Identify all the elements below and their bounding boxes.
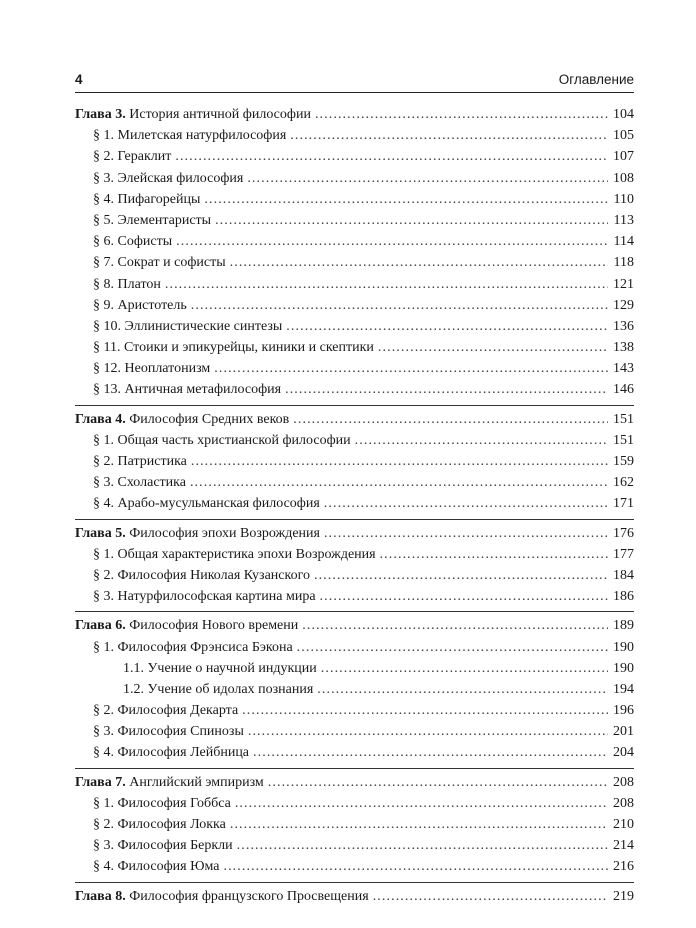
toc-chapter — [75, 772, 634, 793]
toc-section — [75, 721, 634, 742]
toc-entry-title — [93, 337, 374, 358]
page-ref: 184 — [613, 567, 634, 583]
section-label: § 7. — [93, 255, 118, 271]
dot-leader — [373, 886, 608, 907]
toc-entry-title — [93, 586, 316, 607]
toc-entry-title — [75, 104, 311, 125]
toc-entry-title — [93, 856, 219, 877]
page-ref: 146 — [613, 382, 634, 398]
sub-title: Учение о научной индукции — [147, 660, 317, 676]
toc-section — [75, 835, 634, 856]
chapter-title: Философия Нового времени — [125, 618, 299, 634]
section-title: Эллинистические синтезы — [124, 318, 283, 334]
toc-section — [75, 210, 634, 231]
section-title: Общая часть христианской философии — [117, 432, 351, 448]
section-title: Гераклит — [117, 149, 172, 165]
header-rule — [75, 92, 634, 93]
toc-section — [75, 295, 634, 316]
section-label: § 3. — [93, 170, 118, 186]
section-title: Философия Лейбница — [117, 745, 250, 761]
toc-section — [75, 565, 634, 586]
page-ref: 138 — [613, 340, 634, 356]
section-title: Философия Гоббса — [117, 795, 231, 811]
toc-section — [75, 856, 634, 877]
toc-entry-title — [93, 295, 187, 316]
dot-leader — [215, 210, 608, 231]
toc-section — [75, 637, 634, 658]
section-title: Философия Юма — [117, 859, 220, 875]
dot-leader — [253, 742, 608, 763]
section-title: Философия Спинозы — [117, 724, 244, 740]
toc-entry-title — [75, 523, 320, 544]
section-label: § 13. — [93, 382, 125, 398]
toc-entry-title — [93, 210, 211, 231]
toc-entry-title — [93, 793, 231, 814]
page-ref: 143 — [613, 361, 634, 377]
toc-entry-title — [93, 742, 249, 763]
toc-section — [75, 231, 634, 252]
page-ref: 151 — [613, 432, 634, 448]
section-title: Неоплатонизм — [124, 361, 211, 377]
chapter-divider — [75, 519, 634, 520]
toc-entry-title — [93, 814, 226, 835]
page-ref: 110 — [613, 191, 634, 207]
chapter-label: Глава 4. — [75, 411, 126, 427]
dot-leader — [290, 125, 608, 146]
section-label: § 3. — [93, 475, 118, 491]
dot-leader — [285, 379, 608, 400]
dot-leader — [248, 721, 608, 742]
section-label: § 2. — [93, 567, 118, 583]
page-ref: 208 — [613, 774, 634, 790]
toc-entry-title — [93, 451, 187, 472]
section-title: Философия Николая Кузанского — [117, 567, 310, 583]
dot-leader — [317, 679, 608, 700]
toc-chapter — [75, 104, 634, 125]
chapter-title: Философия Средних веков — [125, 411, 290, 427]
section-title: Философия Декарта — [117, 703, 239, 719]
chapter-label: Глава 7. — [75, 774, 126, 790]
section-title: Натурфилософская картина мира — [117, 589, 316, 605]
toc-entry-title — [93, 721, 244, 742]
page-ref: 190 — [613, 639, 634, 655]
section-label: § 3. — [93, 838, 118, 854]
section-title: Софисты — [117, 234, 173, 250]
section-label: § 2. — [93, 817, 118, 832]
toc-entry-title — [93, 835, 233, 856]
page-ref: 216 — [613, 859, 634, 875]
page-ref: 219 — [613, 888, 634, 904]
page-ref: 204 — [613, 745, 634, 761]
page-ref: 136 — [613, 318, 634, 334]
page-ref: 107 — [613, 149, 634, 165]
toc-entry-title — [75, 886, 369, 907]
toc-chapter — [75, 615, 634, 636]
section-label: § 2. — [93, 149, 118, 165]
dot-leader — [380, 544, 608, 565]
dot-leader — [355, 430, 608, 451]
dot-leader — [214, 358, 608, 379]
page-ref: 210 — [613, 817, 634, 832]
section-title: Платон — [117, 276, 161, 292]
dot-leader — [378, 337, 608, 358]
section-label: § 4. — [93, 859, 118, 875]
section-title: Античная метафилософия — [124, 382, 282, 398]
section-label: § 2. — [93, 703, 118, 719]
toc-entry-title — [93, 252, 226, 273]
toc-section — [75, 379, 634, 400]
toc-section — [75, 125, 634, 146]
dot-leader — [165, 274, 608, 295]
page-ref: 159 — [613, 454, 634, 469]
page-ref: 208 — [613, 795, 634, 811]
section-title: Милетская натурфилософия — [117, 128, 287, 144]
toc-chapter — [75, 523, 634, 544]
dot-leader — [223, 856, 608, 877]
dot-leader — [321, 658, 608, 679]
section-label: § 10. — [93, 318, 125, 334]
dot-leader — [242, 700, 608, 721]
dot-leader — [237, 835, 608, 856]
toc-section — [75, 700, 634, 721]
toc-entry-title — [123, 679, 313, 700]
chapter-title: Философия эпохи Возрождения — [125, 525, 320, 541]
dot-leader — [204, 189, 608, 210]
toc-entry-title — [93, 168, 243, 189]
toc-section — [75, 793, 634, 814]
page-ref: 214 — [613, 838, 634, 854]
section-title: Философия Локка — [117, 817, 226, 832]
dot-leader — [314, 565, 608, 586]
toc-section — [75, 189, 634, 210]
section-label: § 11. — [93, 340, 124, 356]
chapter-label: Глава 8. — [75, 888, 126, 904]
toc-entry-title — [93, 146, 171, 167]
section-label: § 8. — [93, 276, 118, 292]
page-ref: 196 — [613, 703, 634, 719]
toc-subsection — [75, 679, 634, 700]
dot-leader — [286, 316, 608, 337]
toc-entry-title — [93, 125, 286, 146]
section-title: Пифагорейцы — [117, 191, 201, 207]
toc-section — [75, 472, 634, 493]
section-title: Философия Фрэнсиса Бэкона — [117, 639, 293, 655]
page-ref: 186 — [613, 589, 634, 605]
dot-leader — [230, 814, 608, 835]
page-ref: 121 — [613, 276, 634, 292]
running-title: Оглавление — [558, 71, 634, 87]
section-title: Элейская философия — [117, 170, 244, 186]
chapter-title: История античной философии — [125, 107, 311, 122]
toc-entry-title — [93, 274, 161, 295]
dot-leader — [190, 472, 608, 493]
page-ref: 177 — [613, 546, 634, 562]
section-title: Философия Беркли — [117, 838, 233, 854]
page-ref: 118 — [613, 255, 634, 271]
dot-leader — [191, 451, 608, 472]
section-title: Аристотель — [117, 297, 187, 313]
toc-section — [75, 168, 634, 189]
page-ref: 113 — [613, 212, 634, 228]
chapter-label: Глава 3. — [75, 107, 126, 122]
page-ref: 194 — [613, 681, 634, 697]
dot-leader — [235, 793, 608, 814]
section-label: § 3. — [93, 589, 118, 605]
dot-leader — [324, 523, 608, 544]
toc-section — [75, 451, 634, 472]
chapter-title: Философия французского Просвещения — [125, 888, 369, 904]
toc-section — [75, 252, 634, 273]
toc-entry-title — [93, 700, 238, 721]
section-label: § 1. — [93, 795, 118, 811]
chapter-divider — [75, 611, 634, 612]
toc-entry-title — [75, 409, 289, 430]
toc-section — [75, 358, 634, 379]
page-ref: 189 — [613, 618, 634, 634]
toc-section — [75, 146, 634, 167]
page-ref: 151 — [613, 411, 634, 427]
page-ref: 162 — [613, 475, 634, 491]
section-title: Арабо-мусульманская философия — [117, 496, 320, 512]
toc-entry-title — [93, 430, 351, 451]
sub-label: 1.1. — [123, 660, 148, 676]
section-title: Общая характеристика эпохи Возрождения — [117, 546, 376, 562]
dot-leader — [268, 772, 608, 793]
section-label: § 6. — [93, 234, 118, 250]
page-ref: 129 — [613, 297, 634, 313]
section-label: § 1. — [93, 639, 118, 655]
toc-section — [75, 544, 634, 565]
chapter-divider — [75, 405, 634, 406]
section-label: § 1. — [93, 128, 118, 144]
page-ref: 190 — [613, 660, 634, 676]
toc-entry-title — [93, 493, 320, 514]
page-ref: 104 — [613, 107, 634, 122]
toc-section — [75, 337, 634, 358]
toc-entry-title — [93, 358, 210, 379]
toc-chapter — [75, 886, 634, 907]
section-label: § 4. — [93, 745, 118, 761]
toc-entry-title — [93, 637, 293, 658]
sub-label: 1.2. — [123, 681, 148, 697]
chapter-title: Английский эмпиризм — [125, 774, 264, 790]
section-title: Патристика — [117, 454, 187, 469]
section-label: § 4. — [93, 496, 118, 512]
section-label: § 9. — [93, 297, 118, 313]
toc-chapter — [75, 409, 634, 430]
page-ref: 108 — [613, 170, 634, 186]
section-title: Элементаристы — [117, 212, 212, 228]
toc-section — [75, 814, 634, 835]
section-title: Сократ и софисты — [117, 255, 226, 271]
toc-entry-title — [93, 231, 172, 252]
chapter-divider — [75, 768, 634, 769]
section-label: § 4. — [93, 191, 118, 207]
section-label: § 12. — [93, 361, 125, 377]
page-number: 4 — [75, 71, 83, 87]
dot-leader — [297, 637, 608, 658]
toc-entry-title — [93, 544, 376, 565]
toc-entry-title — [123, 658, 317, 679]
toc-section — [75, 586, 634, 607]
dot-leader — [302, 615, 608, 636]
dot-leader — [324, 493, 608, 514]
toc-subsection — [75, 658, 634, 679]
dot-leader — [175, 146, 608, 167]
toc-section — [75, 493, 634, 514]
dot-leader — [191, 295, 608, 316]
dot-leader — [293, 409, 608, 430]
chapter-label: Глава 6. — [75, 618, 126, 634]
toc-section — [75, 316, 634, 337]
toc-entry-title — [93, 472, 186, 493]
section-title: Стоики и эпикурейцы, киники и скептики — [123, 340, 374, 356]
page-ref: 201 — [613, 724, 634, 740]
toc-entry-title — [75, 772, 264, 793]
chapter-divider — [75, 882, 634, 883]
section-label: § 2. — [93, 454, 118, 469]
running-head — [75, 70, 634, 88]
toc-section — [75, 274, 634, 295]
dot-leader — [320, 586, 608, 607]
page-ref: 171 — [613, 496, 634, 512]
sub-title: Учение об идолах познания — [147, 681, 314, 697]
toc-entry-title — [93, 316, 282, 337]
section-label: § 5. — [93, 212, 118, 228]
page-ref: 105 — [613, 128, 634, 144]
table-of-contents — [75, 104, 634, 907]
dot-leader — [247, 168, 608, 189]
dot-leader — [230, 252, 608, 273]
chapter-label: Глава 5. — [75, 525, 126, 541]
section-title: Схоластика — [117, 475, 186, 491]
dot-leader — [315, 104, 608, 125]
toc-entry-title — [93, 189, 200, 210]
section-label: § 1. — [93, 546, 118, 562]
dot-leader — [176, 231, 608, 252]
toc-section — [75, 430, 634, 451]
page-ref: 114 — [613, 234, 634, 250]
toc-entry-title — [93, 379, 281, 400]
toc-entry-title — [93, 565, 310, 586]
page-ref: 176 — [613, 525, 634, 541]
section-label: § 3. — [93, 724, 118, 740]
toc-entry-title — [75, 615, 298, 636]
section-label: § 1. — [93, 432, 118, 448]
toc-section — [75, 742, 634, 763]
